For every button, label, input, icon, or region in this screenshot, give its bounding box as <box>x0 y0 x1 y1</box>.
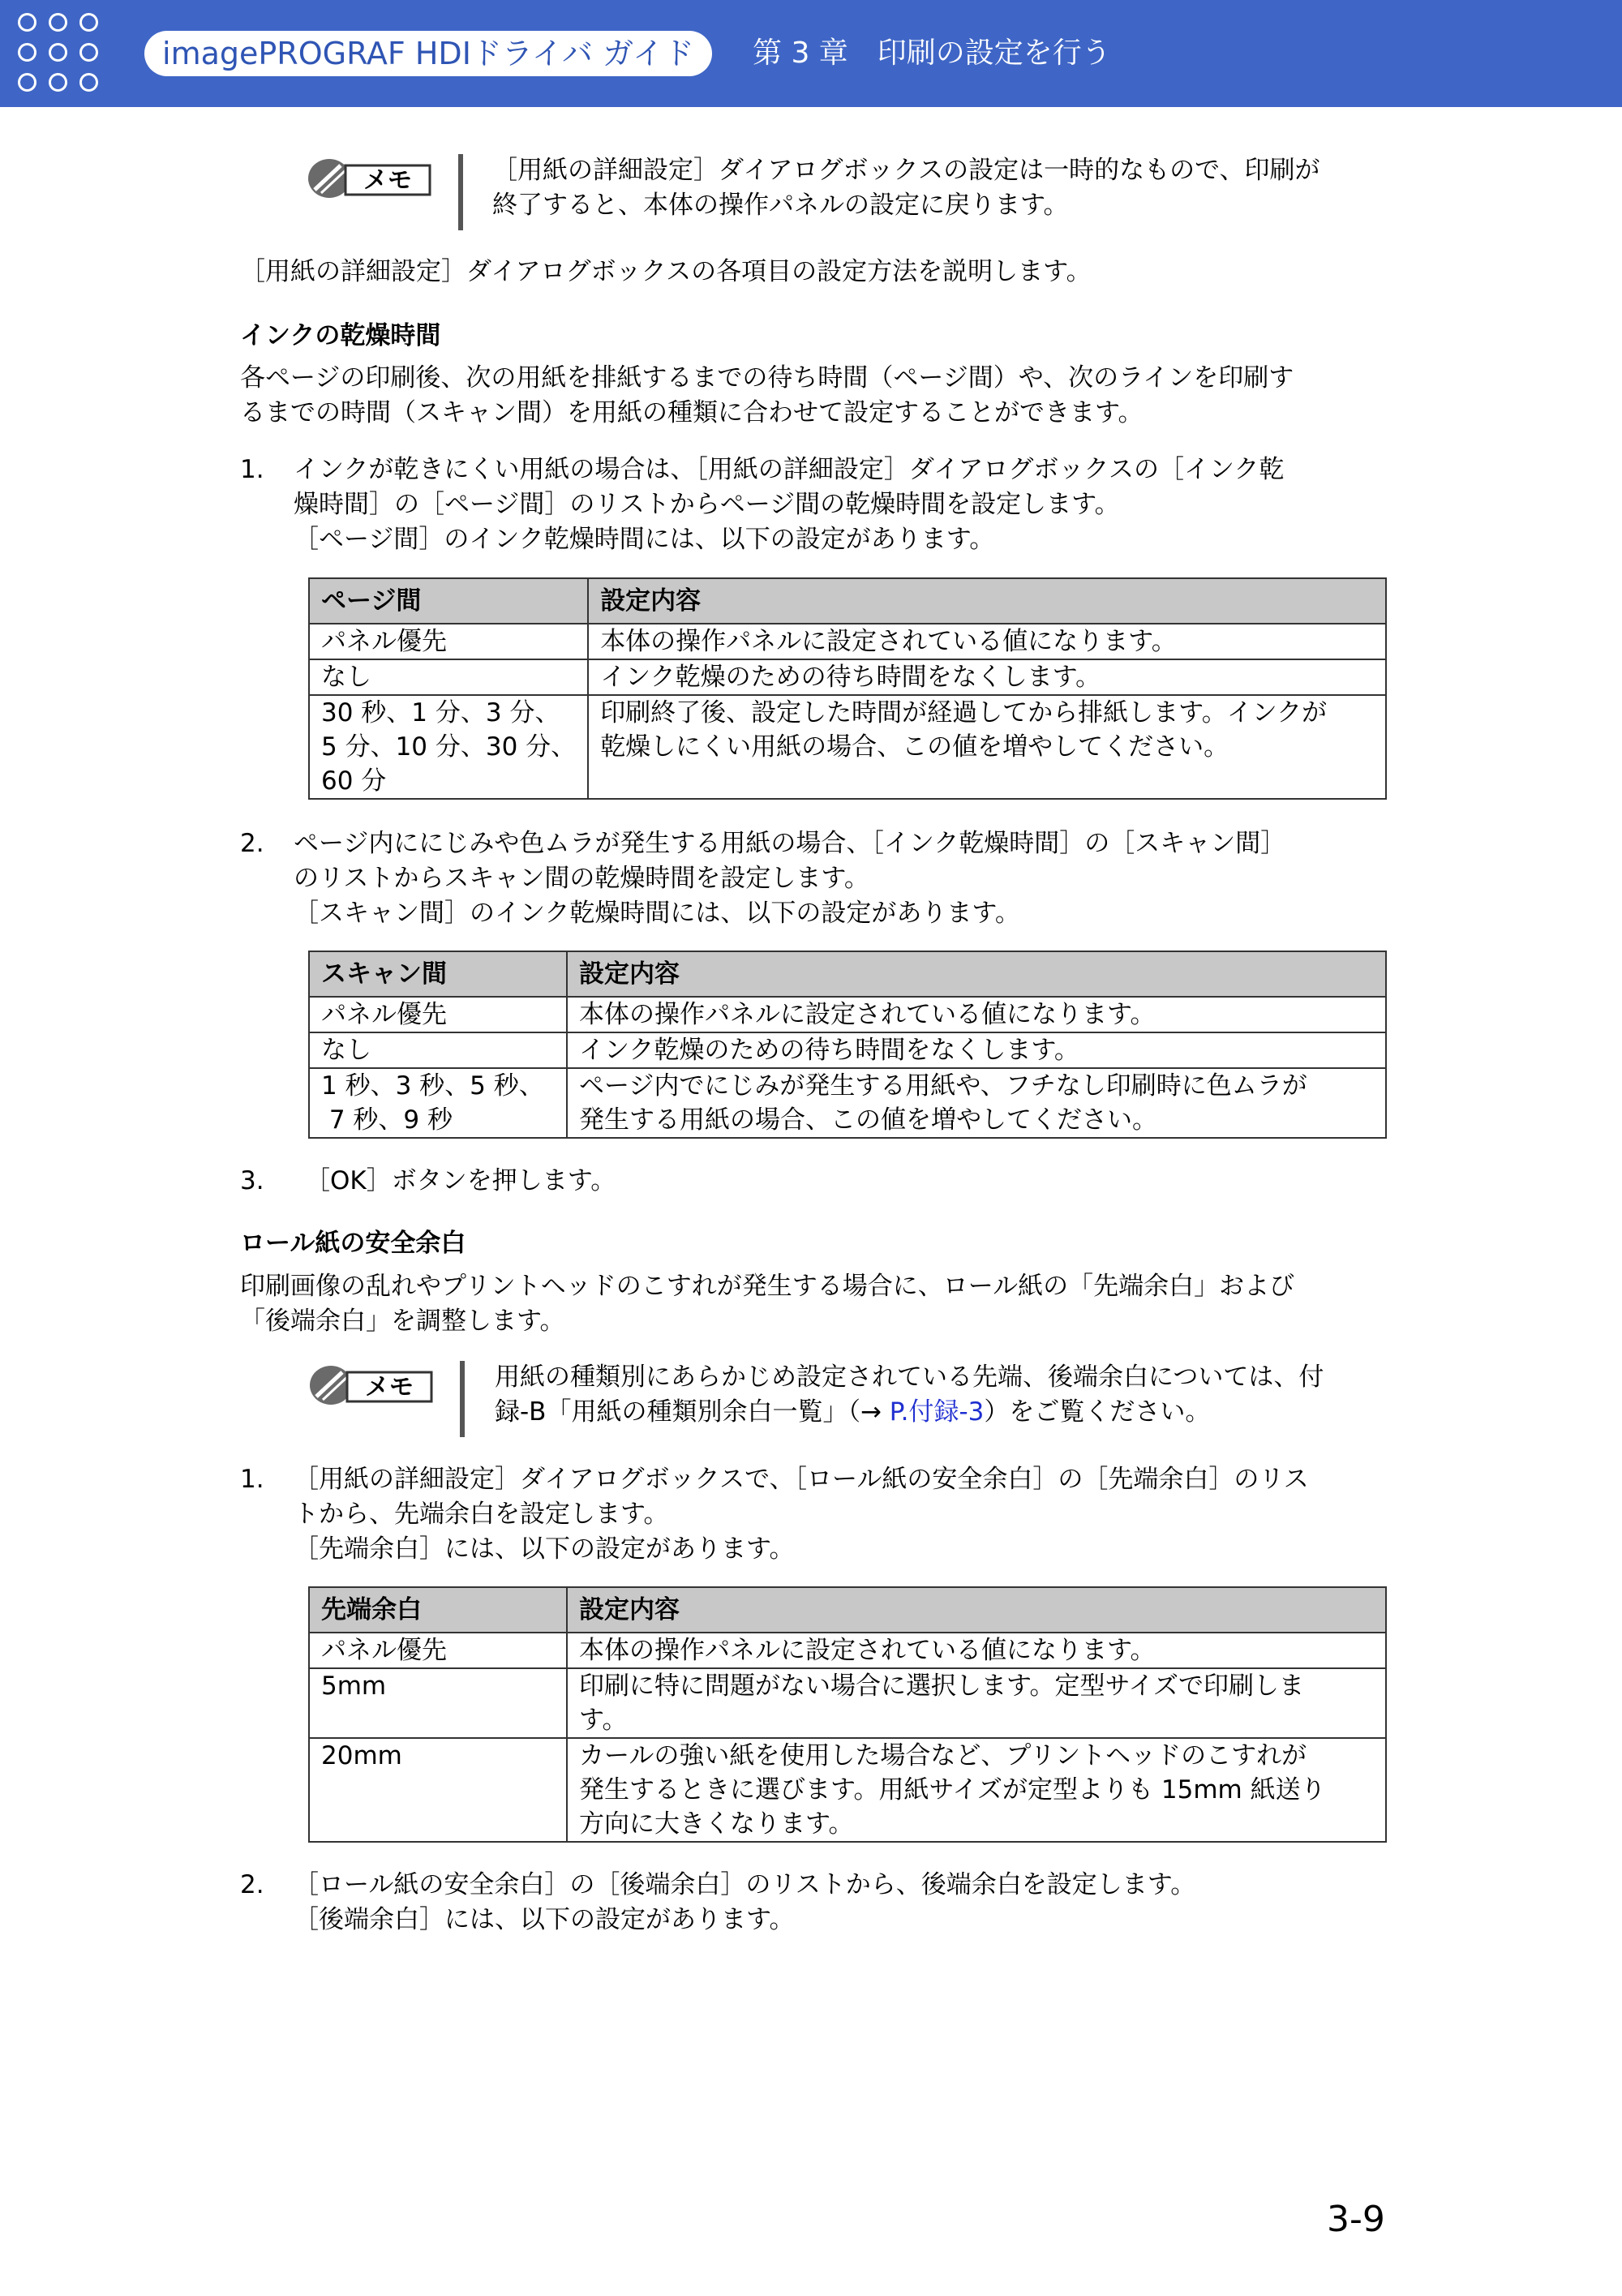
table-cell <box>309 1668 567 1738</box>
column-header: 設定内容 <box>567 951 1386 997</box>
cell-line: パネル優先 <box>321 1000 447 1029</box>
step-number: 3. <box>240 1166 264 1195</box>
page-header <box>0 0 1622 107</box>
table-cell <box>567 1633 1386 1668</box>
cell-line: なし <box>321 1036 371 1065</box>
cell-line: インク乾燥のための待ち時間をなくします。 <box>579 1036 1079 1065</box>
step-text-line: ［用紙の詳細設定］ダイアログボックスで、［ロール紙の安全余白］の［先端余白］のリス <box>294 1465 1309 1494</box>
table-row <box>309 695 1386 799</box>
column-header: ページ間 <box>309 578 588 624</box>
memo-text-line: 用紙の種類別にあらかじめ設定されている先端、後端余白については、付 <box>495 1363 1324 1392</box>
table-cell <box>588 695 1386 799</box>
cell-line: 方向に大きくなります。 <box>579 1809 854 1839</box>
cell-line: なし <box>321 663 371 692</box>
cell-line: 30 秒、1 分、3 分、 <box>321 698 560 727</box>
table-row <box>309 1668 1386 1738</box>
intro-text: ［用紙の詳細設定］ダイアログボックスの各項目の設定方法を説明します。 <box>240 257 1092 286</box>
cell-line: 7 秒、9 秒 <box>321 1105 453 1135</box>
cell-line: 本体の操作パネルに設定されている値になります。 <box>600 627 1177 656</box>
cell-line: 本体の操作パネルに設定されている値になります。 <box>579 1000 1156 1029</box>
leading-margin-table <box>308 1586 1387 1843</box>
table-row <box>309 1633 1386 1668</box>
column-header: スキャン間 <box>309 951 567 997</box>
table-cell <box>309 1738 567 1842</box>
step-text-line: 燥時間］の［ページ間］のリストからページ間の乾燥時間を設定します。 <box>294 490 1120 519</box>
table-header-row <box>309 1587 1386 1633</box>
memo-text-segment: 録-B「用紙の種類別余白一覧」（→ <box>495 1397 890 1427</box>
table-cell <box>309 659 588 695</box>
page-number: 3-9 <box>1327 2199 1385 2240</box>
table-cell <box>309 1068 567 1138</box>
memo-icon <box>305 154 435 203</box>
table-cell <box>567 997 1386 1032</box>
step-number: 2. <box>240 829 264 858</box>
step-text-line: トから、先端余白を設定します。 <box>294 1500 669 1529</box>
section-heading: インクの乾燥時間 <box>240 321 441 350</box>
cell-line: パネル優先 <box>321 627 447 656</box>
dots-logo-icon <box>18 13 107 94</box>
column-header: 先端余白 <box>309 1587 567 1633</box>
table-cell <box>567 1668 1386 1738</box>
table-row <box>309 659 1386 695</box>
step-number: 2. <box>240 1870 264 1899</box>
column-header: 設定内容 <box>588 578 1386 624</box>
table-cell <box>309 624 588 659</box>
page-interval-table <box>308 577 1387 800</box>
step-text-line: ［スキャン間］のインク乾燥時間には、以下の設定があります。 <box>294 899 1020 928</box>
table-row <box>309 997 1386 1032</box>
cell-line: パネル優先 <box>321 1636 447 1665</box>
memo-icon <box>307 1361 436 1410</box>
table-row <box>309 1068 1386 1138</box>
memo-text-line: 終了すると、本体の操作パネルの設定に戻ります。 <box>492 191 1069 220</box>
svg-text:メモ: メモ <box>365 1373 414 1401</box>
guide-title: imagePROGRAF HDIドライバ ガイド <box>144 31 712 76</box>
step-text-line: ［後端余白］には、以下の設定があります。 <box>294 1905 795 1934</box>
cell-line: 発生するときに選びます。用紙サイズが定型よりも 15mm 紙送り <box>579 1775 1326 1805</box>
cell-line: カールの強い紙を使用した場合など、プリントヘッドのこすれが <box>579 1741 1307 1770</box>
table-cell <box>588 659 1386 695</box>
step-text-line: ［ページ間］のインク乾燥時間には、以下の設定があります。 <box>294 525 995 554</box>
step-text-line: ［OK］ボタンを押します。 <box>305 1166 616 1195</box>
step-text-line: ［ロール紙の安全余白］の［後端余白］のリストから、後端余白を設定します。 <box>294 1870 1196 1899</box>
cell-line: 印刷に特に問題がない場合に選択します。定型サイズで印刷しま <box>579 1672 1305 1701</box>
table-row <box>309 1738 1386 1842</box>
cell-line: 発生する用紙の場合、この値を増やしてください。 <box>579 1105 1157 1135</box>
memo-text-line <box>495 1395 1210 1430</box>
table-cell <box>309 1032 567 1068</box>
paragraph-line: るまでの時間（スキャン間）を用紙の種類に合わせて設定することができます。 <box>240 398 1144 427</box>
memo-divider <box>460 1361 465 1437</box>
step-text-line: ［先端余白］には、以下の設定があります。 <box>294 1534 795 1564</box>
step-number: 1. <box>240 1465 264 1494</box>
cell-line: インク乾燥のための待ち時間をなくします。 <box>600 663 1101 692</box>
cell-line: ページ内でにじみが発生する用紙や、フチなし印刷時に色ムラが <box>579 1071 1307 1101</box>
section-heading: ロール紙の安全余白 <box>240 1229 466 1258</box>
cell-line: 乾燥しにくい用紙の場合、この値を増やしてください。 <box>600 732 1229 762</box>
paragraph-line: 各ページの印刷後、次の用紙を排紙するまでの待ち時間（ページ間）や、次のラインを印刷す <box>240 363 1294 393</box>
appendix-link[interactable]: P.付録-3 <box>889 1397 985 1427</box>
table-header-row <box>309 951 1386 997</box>
table-cell <box>567 1738 1386 1842</box>
paragraph-line: 「後端余白」を調整します。 <box>240 1307 565 1336</box>
table-cell <box>309 695 588 799</box>
cell-line: 1 秒、3 秒、5 秒、 <box>321 1071 544 1101</box>
memo-divider <box>458 154 463 230</box>
scan-interval-table <box>308 951 1387 1139</box>
table-row <box>309 624 1386 659</box>
table-cell <box>567 1068 1386 1138</box>
cell-line: 5 分、10 分、30 分、 <box>321 732 577 762</box>
paragraph-line: 印刷画像の乱れやプリントヘッドのこすれが発生する場合に、ロール紙の「先端余白」および <box>240 1272 1295 1301</box>
cell-line: 5mm <box>321 1672 387 1701</box>
table-cell <box>309 1633 567 1668</box>
chapter-title: 第 3 章 印刷の設定を行う <box>753 36 1111 70</box>
table-header-row <box>309 578 1386 624</box>
cell-line: 印刷終了後、設定した時間が経過してから排紙します。インクが <box>600 698 1328 727</box>
table-cell <box>309 997 567 1032</box>
step-text-line: ページ内ににじみや色ムラが発生する用紙の場合、［インク乾燥時間］の［スキャン間］ <box>294 829 1286 858</box>
column-header: 設定内容 <box>567 1587 1386 1633</box>
cell-line: 20mm <box>321 1741 402 1770</box>
svg-text:メモ: メモ <box>363 166 412 195</box>
table-cell <box>588 624 1386 659</box>
memo-text-line: ［用紙の詳細設定］ダイアログボックスの設定は一時的なもので、印刷が <box>492 156 1320 185</box>
cell-line: す。 <box>579 1706 628 1735</box>
cell-line: 本体の操作パネルに設定されている値になります。 <box>579 1636 1156 1665</box>
cell-line: 60 分 <box>321 766 387 796</box>
memo-text-segment: ）をご覧ください。 <box>984 1397 1211 1427</box>
table-cell <box>567 1032 1386 1068</box>
table-row <box>309 1032 1386 1068</box>
step-number: 1. <box>240 455 264 484</box>
step-text-line: のリストからスキャン間の乾燥時間を設定します。 <box>294 864 869 893</box>
step-text-line: インクが乾きにくい用紙の場合は、［用紙の詳細設定］ダイアログボックスの［インク乾 <box>294 455 1285 484</box>
